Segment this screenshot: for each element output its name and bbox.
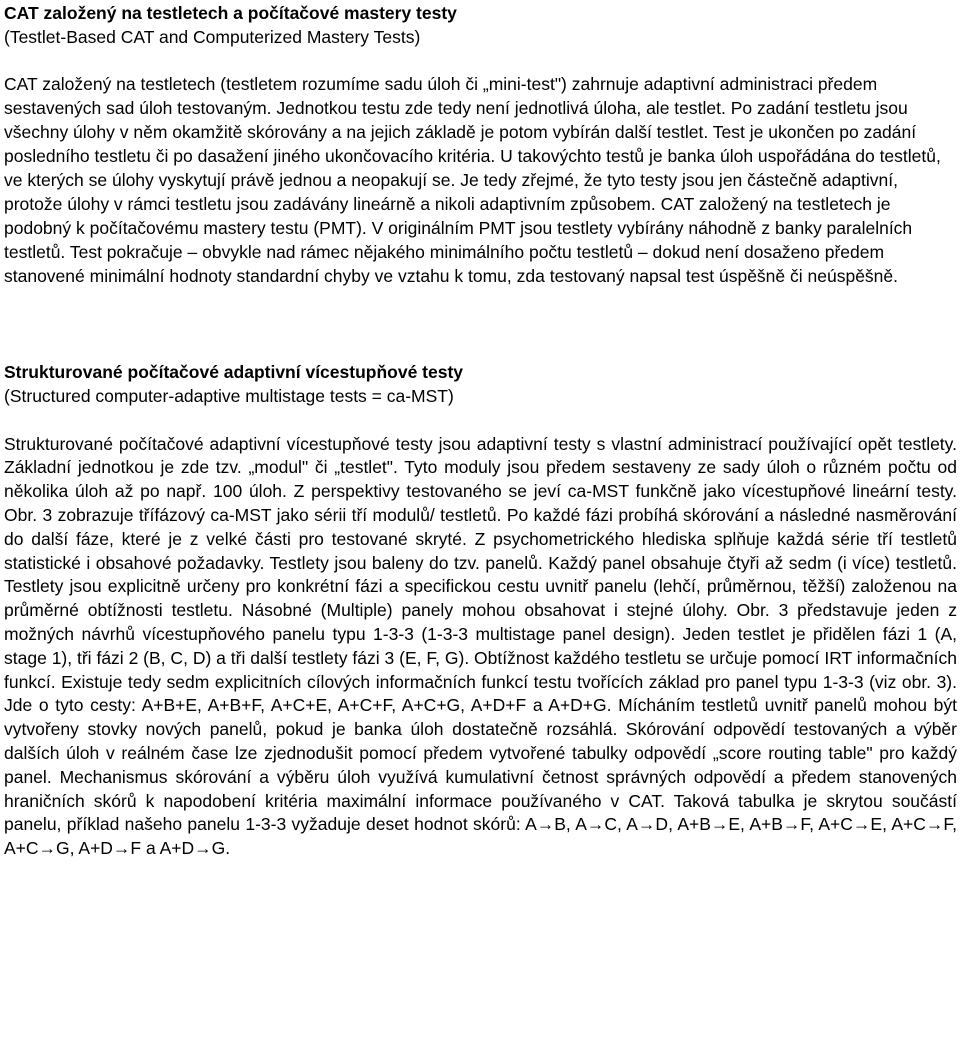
section-title: CAT založený na testletech a počítačové mastery testy xyxy=(4,3,457,23)
section-ca-mst xyxy=(4,361,957,861)
section-paragraph: Strukturované počítačové adaptivní vícestupňové testy jsou adaptivní testy s vlastní administrací používající opět testlety. Základní jednotkou je zde tzv. „modul" či „testlet". Tyto moduly jsou předem sestaveny ze sady úloh o různém počtu od několika úloh až po např. 100 úloh. Z perspektivy testovaného se jeví ca-MST funkčně jako vícestupňové lineární testy. Obr. 3 zobrazuje třífázový ca-MST jako sérii tří modulů/ testletů. Po každé fázi probíhá skórování a následné nasměrování do další fáze, které je z velké části pro testované skryté. Z psychometrického hlediska splňuje každá série tří testletů statistické i obsahové požadavky. Testlety jsou baleny do tzv. panelů. Každý panel obsahuje čtyři až sedm (i více) testletů. Testlety jsou explicitně určeny pro konkrétní fázi a specifickou cestu uvnitř panelu (lehčí, průměrnou, těžší) založenou na průměrné obtížnosti testletu. Násobné (Multiple) panely mohou obsahovat i stejné úlohy. Obr. 3 představuje jeden z možných návrhů vícestupňového panelu typu 1-3-3 (1-3-3 multistage panel design). Jeden testlet je přidělen fázi 1 (A, stage 1), tři fázi 2 (B, C, D) a tři další testlety fázi 3 (E, F, G). Obtížnost každého testletu se určuje pomocí IRT informačních funkcí. Existuje tedy sedm explicitních cílových informačních funkcí testu tvořících základ pro panel typu 1-3-3 (viz obr. 3). Jde o tyto cesty: A+B+E, A+B+F, A+C+E, A+C+F, A+C+G, A+D+F a A+D+G. Mícháním testletů uvnitř panelů mohou být vytvořeny stovky nových panelů, pokud je banka úloh dostatečně rozsáhlá. Skórování odpovědí testovaných a výběr dalších úloh v reálném čase lze zjednodušit pomocí předem vytvořené tabulky odpovědí „score routing table" pro každý panel. Mechanismus skórování a výběru úloh využívá kumulativní četnost správných odpovědí a předem stanovených hraničních skórů k napodobení kritéria maximální informace používaného v CAT. Taková tabulka je skrytou součástí panelu, příklad našeho panelu 1-3-3 vyžaduje deset hodnot skórů: A→B, A→C, A→D, A+B→E, A+B→F, A+C→E, A+C→F, A+C→G, A+D→F a A+D→G. xyxy=(4,433,957,859)
section-testlet-cat xyxy=(4,0,957,288)
section-paragraph: CAT založený na testletech (testletem rozumíme sadu úloh či „mini-test") zahrnuje adaptivní administraci předem sestavených sad úloh testovaným. Jednotkou testu zde tedy není jednotlivá úloha, ale testlet. Po zadání testletu jsou všechny úlohy v něm okamžitě skórovány a na jejich základě je potom vybírán další testlet. Test je ukončen po zadání posledního testletu či po dasažení jiného ukončovacího kritéria. U takovýchto testů je banka úloh uspořádána do testletů, ve kterých se úlohy vyskytují právě jednou a neopakují se. Je tedy zřejmé, že tyto testy jsou jen částečně adaptivní, protože úlohy v rámci testletu jsou zadávány lineárně a nikoli adaptivním způsobem. CAT založený na testletech je podobný k počítačovému mastery testu (PMT). V originálním PMT jsou testlety vybírány náhodně z banky paralelních testletů. Test pokračuje – obvykle nad rámec nějakého minimálního počtu testletů – dokud není dosaženo předem stanovené minimální hodnoty standardní chyby ve vztahu k tomu, zda testovaný napsal test úspěšně či neúspěšně. xyxy=(4,74,941,286)
section-subtitle: (Testlet-Based CAT and Computerized Mastery Tests) xyxy=(4,27,421,47)
section-title: Strukturované počítačové adaptivní vícestupňové testy xyxy=(4,362,464,382)
section-subtitle: (Structured computer-adaptive multistage tests = ca-MST) xyxy=(4,385,454,406)
